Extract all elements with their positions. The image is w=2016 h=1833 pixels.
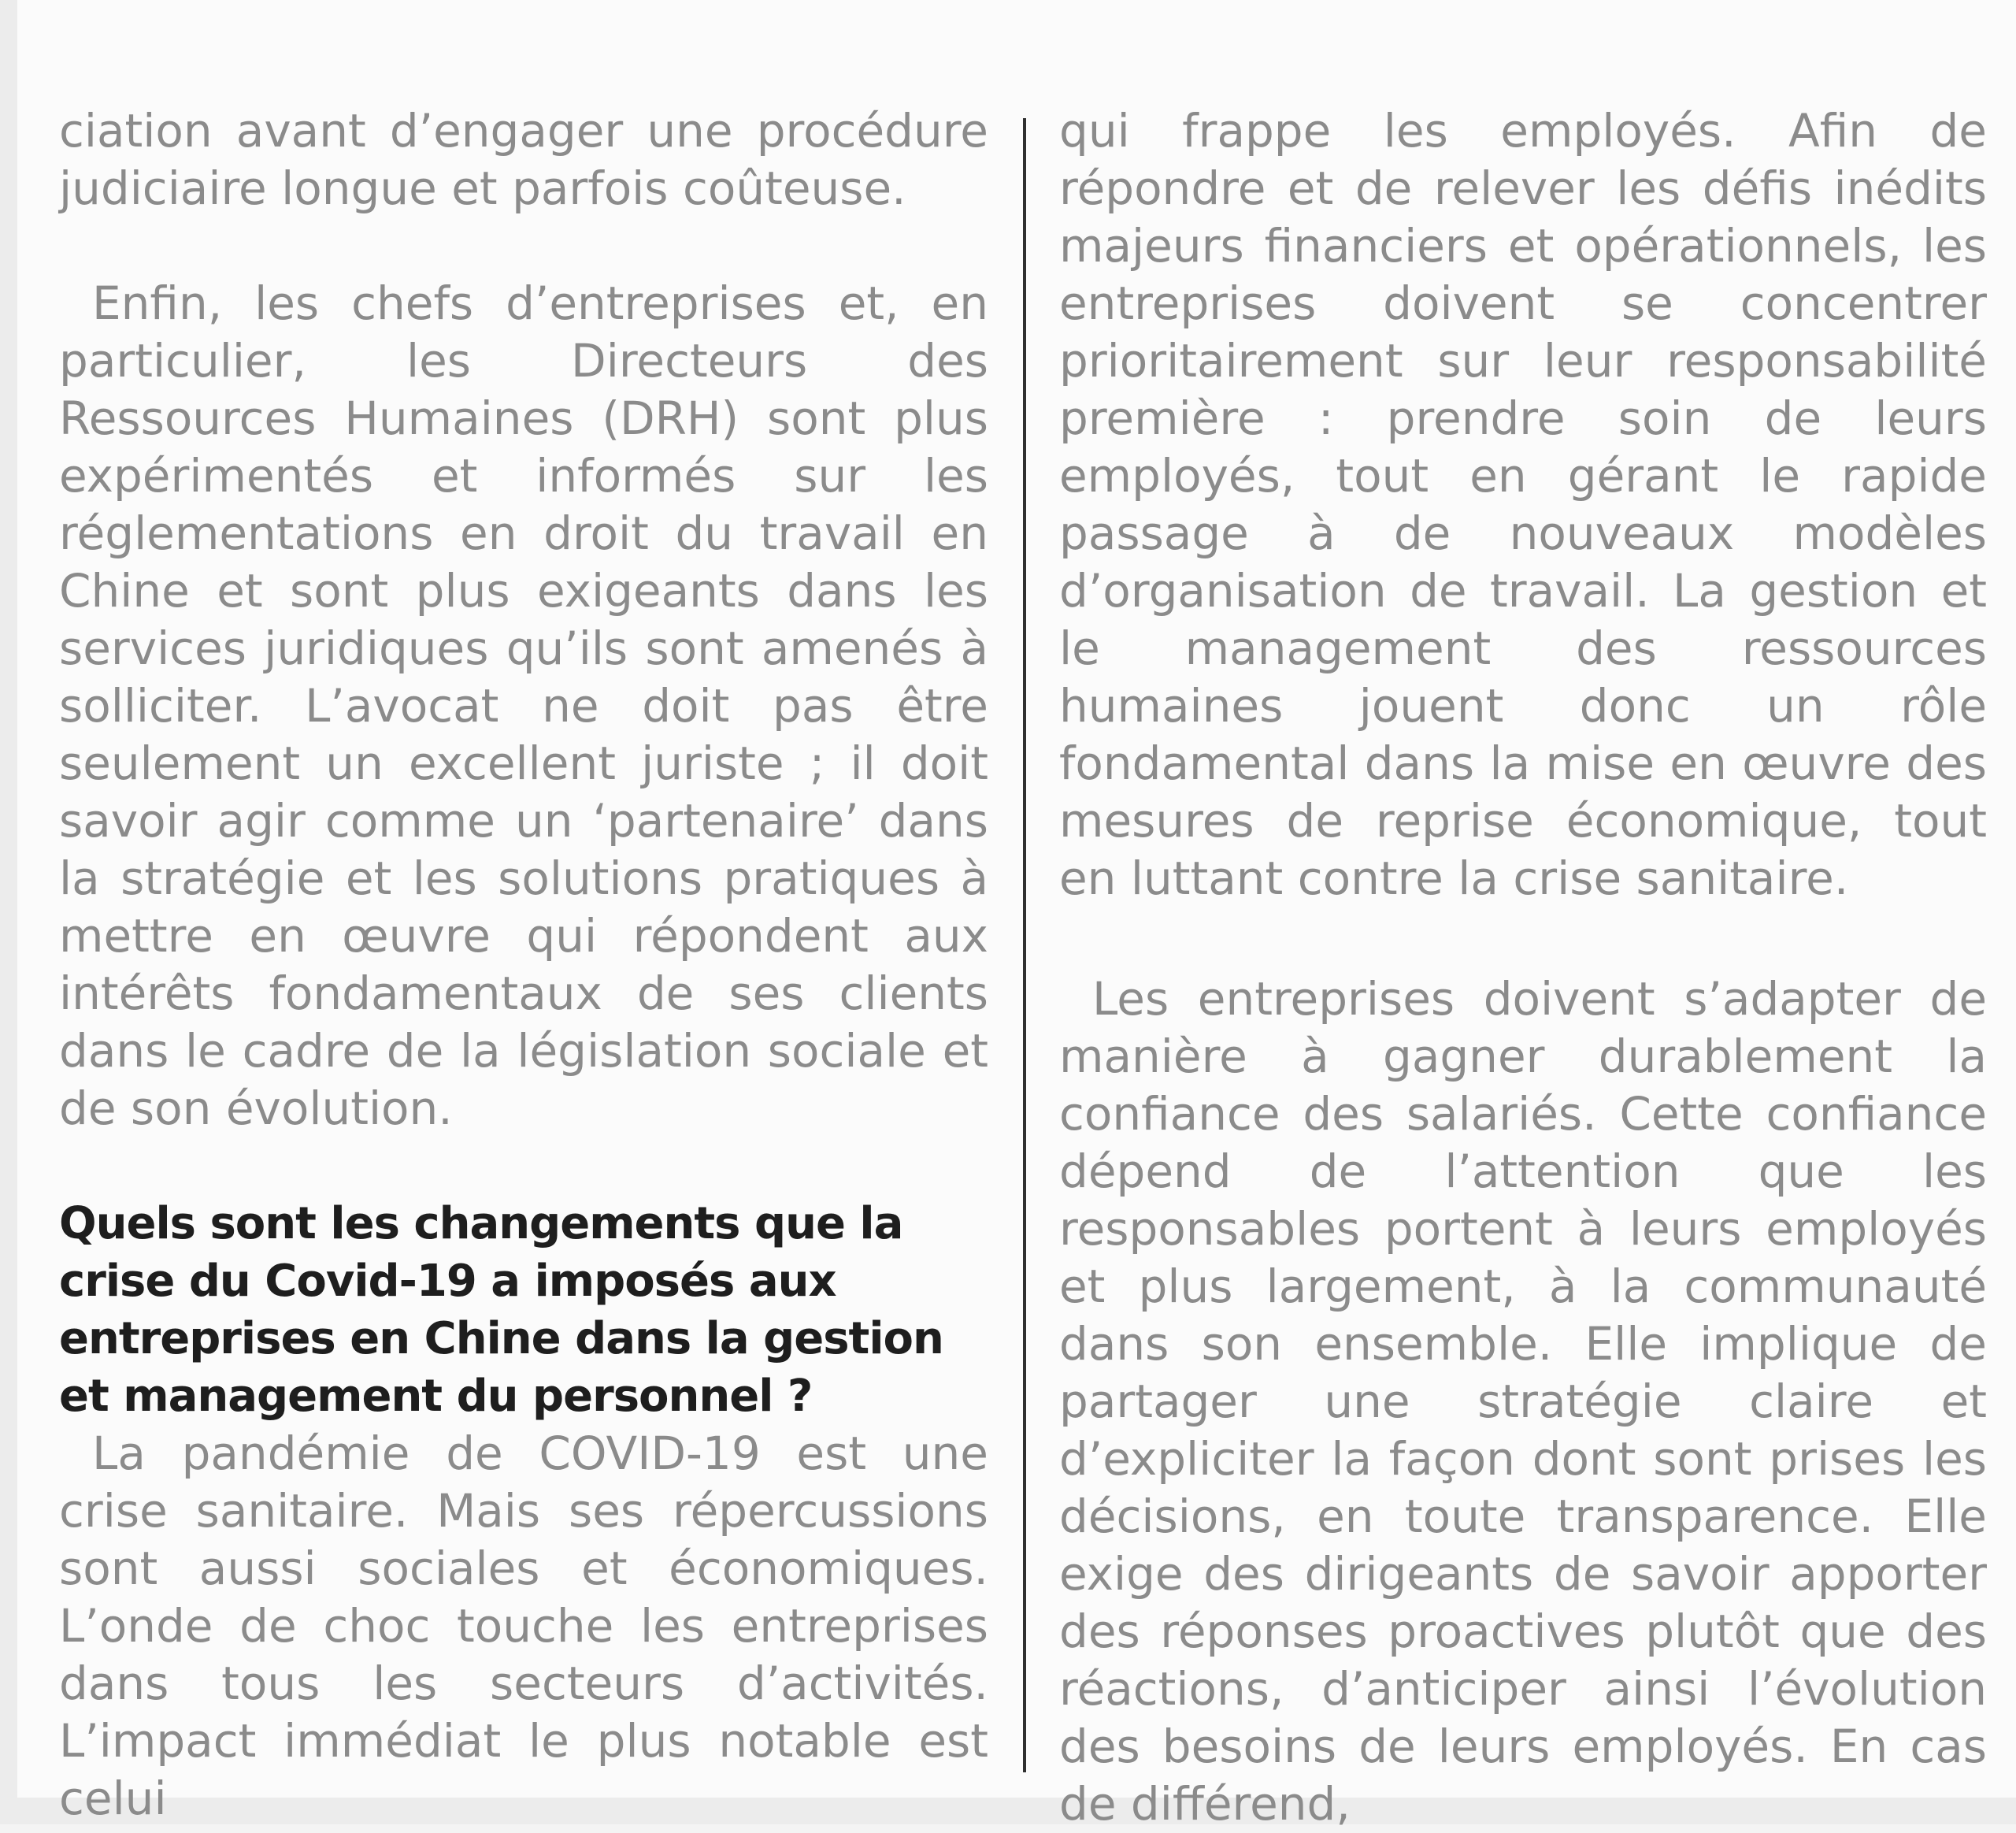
column-divider — [1023, 118, 1026, 1772]
paragraph-trust: Les entreprises doivent s’adapter de manière à gagner durablement la confiance des salariés. Cette confiance dépend de l’attention que les responsables portent à leurs employés et plus largement, à la communauté dans son ensemble. Elle implique de partager une stratégie claire et d’expliciter la façon dont sont prises les décisions, en toute transparence. Elle exige des dirigeants de savoir apporter des réponses proactives plutôt que des réactions, d’anticiper ainsi l’évolution des besoins de leurs employés. En cas de différend, — [1059, 972, 1987, 1831]
left-column — [59, 102, 988, 1827]
paragraph-employees: qui frappe les employés. Afin de répondre et de relever les défis inédits majeurs financiers et opérationnels, les entreprises doivent se concentrer prioritairement sur leur responsabilité première : prendre soin de leurs employés, tout en gérant le rapide passage à de nouveaux modèles d’organisation de travail. La gestion et le management des ressources humaines jouent donc un rôle fondamental dans la mise en œuvre des mesures de reprise économique, tout en luttant contre la crise sanitaire. — [1059, 104, 1987, 905]
paragraph-continuation: ciation avant d’engager une procédure judiciaire longue et parfois coûteuse. — [59, 104, 988, 215]
page-edge-left — [0, 0, 17, 1824]
section-question-heading: Quels sont les changements que la crise du Covid-19 a imposés aux entreprises en Chine dans la gestion et management du personnel ? — [59, 1198, 943, 1422]
paragraph-pandemic: La pandémie de COVID-19 est une crise sanitaire. Mais ses répercussions sont aussi sociales et économiques. L’onde de choc touche les entreprises dans tous les secteurs d’activités. L’impact immédiat le plus notable est celui — [59, 1427, 988, 1825]
right-column — [1059, 102, 1987, 1833]
paragraph-lawyers: Enfin, les chefs d’entreprises et, en particulier, les Directeurs des Ressources Humaines (DRH) sont plus expérimentés et informés sur les réglementations en droit du travail en Chine et sont plus exigeants dans les services juridiques qu’ils sont amenés à solliciter. L’avocat ne doit pas être seulement un excellent juriste ; il doit savoir agir comme un ‘partenaire’ dans la stratégie et les solutions pratiques à mettre en œuvre qui répondent aux intérêts fondamentaux de ses clients dans le cadre de la législation sociale et de son évolution. — [59, 276, 988, 1135]
